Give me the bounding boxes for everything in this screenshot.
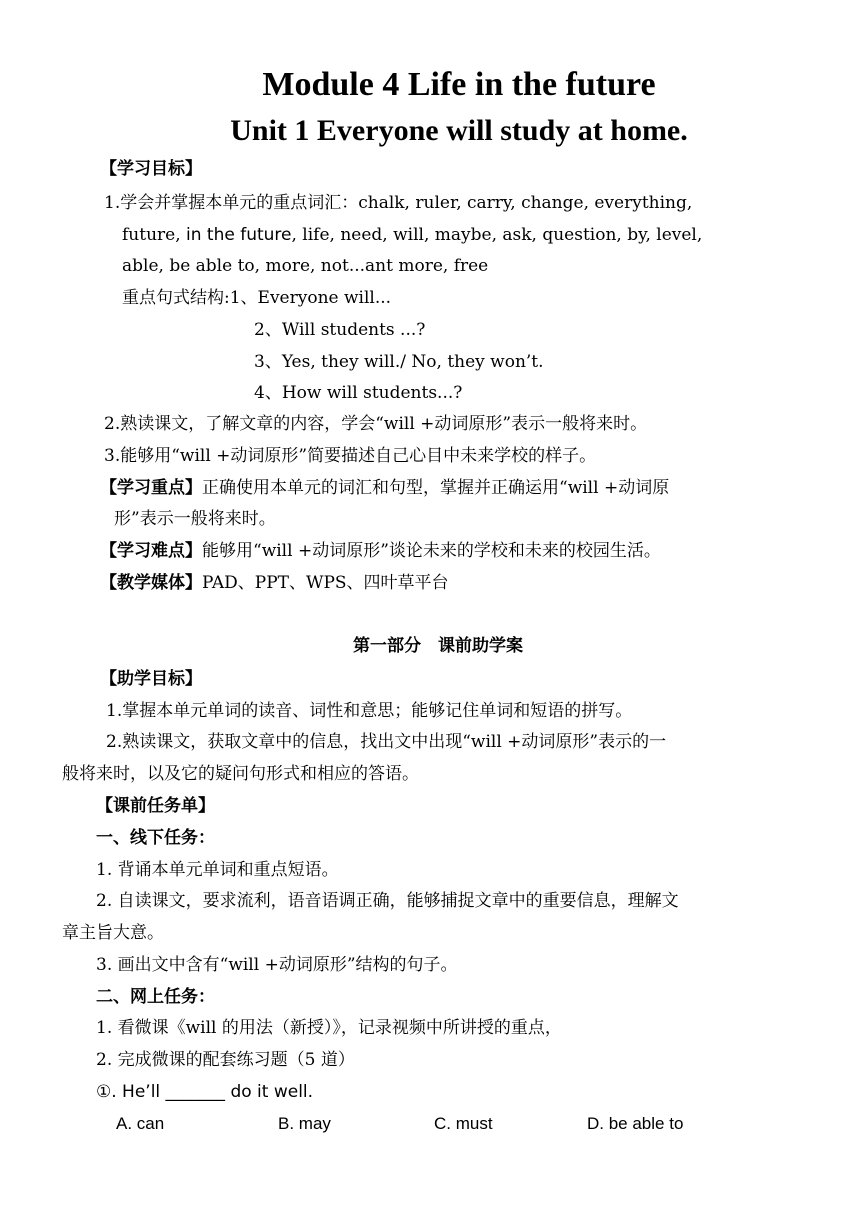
sentence-3: 3、Yes, they will./ No, they won’t.	[254, 352, 544, 372]
online-task-1: 1. 看微课《will 的用法（新授）》，记录视频中所讲授的重点，	[96, 1018, 562, 1038]
difficulties-text: 能够用“will +动词原形”谈论未来的学校和未来的校园生活。	[202, 541, 661, 561]
offline-heading: 一、线下任务：	[96, 828, 215, 848]
part-1-heading: 第一部分 课前助学案	[353, 636, 523, 656]
key-points-text: 正确使用本单元的词汇和句型，掌握并正确运用“will +动词原	[202, 478, 670, 498]
key-points-line-1	[100, 473, 669, 503]
goal-1: 1.掌握本单元单词的读音、词性和意思；能够记住单词和短语的拼写。	[106, 701, 633, 721]
unit-title: Unit 1 Everyone will study at home.	[230, 114, 688, 147]
option-d: D. be able to	[587, 1114, 684, 1133]
offline-task-2-line-2: 章主旨大意。	[62, 923, 164, 943]
offline-task-2-line-1: 2. 自读课文，要求流利，语音语调正确，能够捕捉文章中的重要信息，理解文	[96, 891, 679, 911]
online-heading: 二、网上任务：	[96, 987, 215, 1007]
sentences-label: 重点句式结构:1、Everyone will...	[122, 288, 392, 308]
module-title: Module 4 Life in the future	[262, 66, 656, 103]
question-1-options	[0, 1109, 860, 1139]
objective-1-line-2-a: future,	[122, 225, 187, 245]
objectives-heading: 【学习目标】	[100, 159, 202, 179]
tasks-heading: 【课前任务单】	[96, 796, 215, 816]
sentence-4: 4、How will students...?	[254, 383, 463, 403]
objective-1-line-2	[122, 220, 702, 250]
media-line	[100, 568, 449, 598]
media-label: 【教学媒体】	[100, 573, 202, 593]
question-1: ①. He’ll _______ do it well.	[96, 1082, 314, 1102]
offline-task-3: 3. 画出文中含有“will +动词原形”结构的句子。	[96, 955, 458, 975]
objective-1-line-2-b: in the future	[186, 225, 292, 245]
objective-1-line-3: able, be able to, more, not...ant more, free	[122, 256, 489, 276]
option-a: A. can	[116, 1114, 165, 1133]
option-c: C. must	[434, 1114, 493, 1133]
key-points-label: 【学习重点】	[100, 478, 202, 498]
goals-heading: 【助学目标】	[100, 669, 202, 689]
key-points-line-2: 形”表示一般将来时。	[114, 509, 276, 529]
media-text: PAD、PPT、WPS、四叶草平台	[202, 573, 449, 593]
difficulties-label: 【学习难点】	[100, 541, 202, 561]
sentence-2: 2、Will students ...?	[254, 320, 426, 340]
objective-2: 2.熟读课文，了解文章的内容，学会“will +动词原形”表示一般将来时。	[104, 414, 648, 434]
goal-2-line-2: 般将来时，以及它的疑问句形式和相应的答语。	[62, 764, 419, 784]
online-task-2: 2. 完成微课的配套练习题（5 道）	[96, 1050, 355, 1070]
option-b: B. may	[278, 1114, 331, 1133]
offline-task-1: 1. 背诵本单元单词和重点短语。	[96, 860, 339, 880]
goal-2-line-1: 2.熟读课文，获取文章中的信息，找出文中出现“will +动词原形”表示的一	[106, 732, 667, 752]
objective-1-line-2-c: , life, need, will, maybe, ask, question, by, level,	[291, 225, 703, 245]
objective-3: 3.能够用“will +动词原形”简要描述自己心目中未来学校的样子。	[104, 446, 597, 466]
difficulties-line	[100, 536, 661, 566]
objective-1-line-1: 1.学会并掌握本单元的重点词汇：chalk, ruler, carry, change, everything,	[104, 193, 693, 213]
